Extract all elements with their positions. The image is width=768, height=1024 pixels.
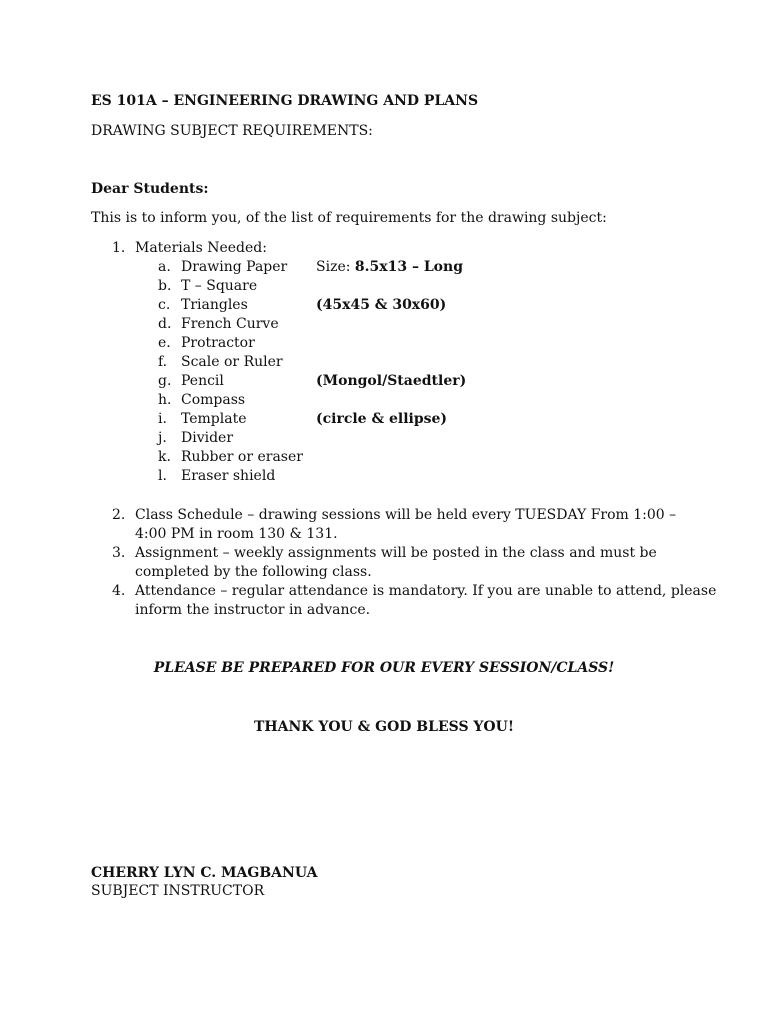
section-text-assignment-line1: Assignment – weekly assignments will be posted in the class and must be <box>135 545 657 561</box>
list-item-letter: f. <box>158 354 168 370</box>
list-item-letter: e. <box>158 335 171 351</box>
section-number: 3. <box>112 545 126 561</box>
reminder-text: PLEASE BE PREPARED FOR OUR EVERY SESSION/CLASS! <box>153 660 615 676</box>
section-text-attendance-line1: Attendance – regular attendance is mandatory. If you are unable to attend, please <box>135 583 717 599</box>
list-item-name: Drawing Paper <box>181 259 288 275</box>
greeting: Dear Students: <box>91 181 209 197</box>
course-title: ES 101A – ENGINEERING DRAWING AND PLANS <box>91 93 479 109</box>
section-text-attendance-line2: inform the instructor in advance. <box>135 602 371 618</box>
list-item-name: Template <box>181 411 247 427</box>
list-item-note: (circle & ellipse) <box>316 411 448 427</box>
list-item-letter: a. <box>158 259 171 275</box>
list-item-letter: i. <box>158 411 167 427</box>
note-value: 8.5x13 – Long <box>354 259 463 275</box>
list-item-name: Protractor <box>181 335 255 351</box>
signatory-name: CHERRY LYN C. MAGBANUA <box>91 865 318 881</box>
list-item-name: Scale or Ruler <box>181 354 283 370</box>
section-text-schedule-line1: Class Schedule – drawing sessions will be held every TUESDAY From 1:00 – <box>135 507 677 523</box>
list-item-letter: b. <box>158 278 172 294</box>
list-item-name: Divider <box>181 430 234 446</box>
note-prefix: Size: <box>316 259 355 275</box>
list-item-letter: g. <box>158 373 172 389</box>
list-item-name: Pencil <box>181 373 224 389</box>
list-item-letter: d. <box>158 316 172 332</box>
signatory-role: SUBJECT INSTRUCTOR <box>91 883 265 899</box>
list-item-note <box>316 258 463 277</box>
section-heading-materials: Materials Needed: <box>135 240 267 256</box>
section-number: 2. <box>112 507 126 523</box>
list-item-letter: j. <box>158 430 167 446</box>
list-item-letter: c. <box>158 297 171 313</box>
list-item-name: Compass <box>181 392 246 408</box>
section-text-schedule-line2: 4:00 PM in room 130 & 131. <box>135 526 338 542</box>
list-item-letter: h. <box>158 392 172 408</box>
list-item-name: T – Square <box>181 278 258 294</box>
closing-text: THANK YOU & GOD BLESS YOU! <box>254 719 514 735</box>
list-item-name: French Curve <box>181 316 279 332</box>
list-item-note: (45x45 & 30x60) <box>316 297 447 313</box>
section-text-assignment-line2: completed by the following class. <box>135 564 372 580</box>
list-item-letter: k. <box>158 449 171 465</box>
document-subtitle: DRAWING SUBJECT REQUIREMENTS: <box>91 123 373 139</box>
list-item-name: Eraser shield <box>181 468 276 484</box>
list-item-note: (Mongol/Staedtler) <box>316 373 467 389</box>
list-item-letter: l. <box>158 468 167 484</box>
list-item-name: Triangles <box>181 297 248 313</box>
list-item-name: Rubber or eraser <box>181 449 303 465</box>
intro-paragraph: This is to inform you, of the list of requirements for the drawing subject: <box>91 210 607 226</box>
section-number: 4. <box>112 583 126 599</box>
section-number: 1. <box>112 240 126 256</box>
